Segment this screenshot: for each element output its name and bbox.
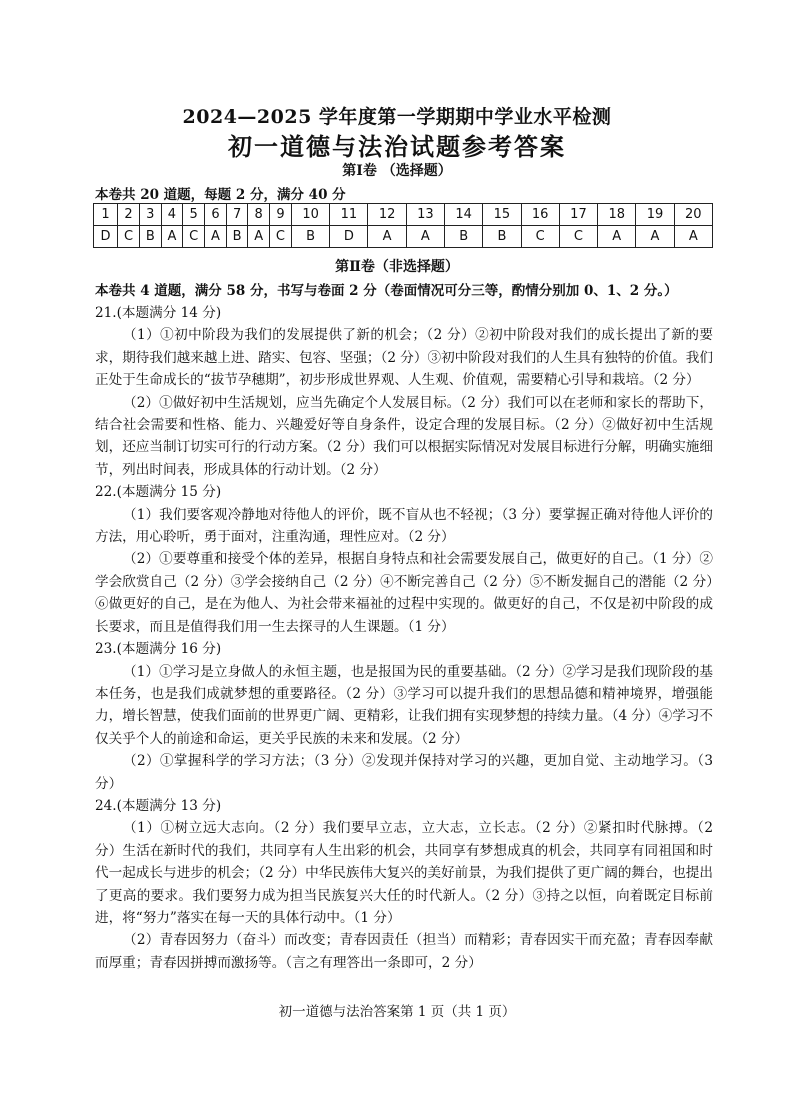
question-21-part1: （1）①初中阶段为我们的发展提供了新的机会；（2 分）②初中阶段对我们的成长提出了新的要求，期待我们越来越上进、踏实、包容、坚强；（2 分）③初中阶段对我们的人生具有独特的价值。我们正处于生命成长的“拔节孕穗期”，初步形成世界观、人生观、价值观，需要精心引导和栽培。（2 分） [95, 327, 713, 389]
exam-title: 2024—2025 学年度第一学期期中学业水平检测 [182, 106, 612, 128]
answer-cell: A [598, 226, 636, 248]
question-number-cell: 8 [248, 204, 270, 226]
question-number-cell: 11 [330, 204, 368, 226]
question-number-cell: 3 [139, 204, 161, 226]
answer-cell: A [368, 226, 406, 248]
answer-cell: A [674, 226, 712, 248]
question-22-part2: （2）①要尊重和接受个体的差异，根据自身特点和社会需要发展自己，做更好的自己。（1 分）②学会欣赏自己（2 分）③学会接纳自己（2 分）④不断完善自己（2 分）⑤不断发掘自己的潜能（2 分）⑥做更好的自己，是在为他人、为社会带来福祉的过程中实现的。做更好的自己，不仅是初中阶段的成长要求，而且是值得我们用一生去探寻的人生课题。（1 分） [95, 551, 713, 635]
answer-row [94, 226, 713, 248]
question-24-header: 24.(本题满分 13 分) [95, 797, 222, 814]
question-number-cell: 19 [636, 204, 674, 226]
question-number-row [94, 204, 713, 226]
question-number-cell: 14 [445, 204, 483, 226]
answer-content [95, 302, 713, 974]
question-number-cell: 4 [161, 204, 183, 226]
part1-heading: 第Ⅰ卷 （选择题） [342, 163, 452, 179]
question-21-header: 21.(本题满分 14 分) [95, 305, 222, 321]
page-footer: 初一道德与法治答案第 1 页（共 1 页） [278, 1004, 516, 1020]
answer-cell: C [559, 226, 597, 248]
answer-cell: A [161, 226, 183, 248]
exam-subtitle: 初一道德与法治试题参考答案 [228, 132, 566, 161]
part2-heading: 第Ⅱ卷（非选择题） [335, 259, 459, 275]
answer-cell: C [521, 226, 559, 248]
question-number-cell: 17 [559, 204, 597, 226]
question-number-cell: 9 [269, 204, 291, 226]
answer-cell: B [445, 226, 483, 248]
answer-cell: B [226, 226, 248, 248]
question-23-header: 23.(本题满分 16 分) [95, 641, 222, 658]
question-number-cell: 12 [368, 204, 406, 226]
question-number-cell: 1 [94, 204, 118, 226]
question-22-part1: （1）我们要客观冷静地对待他人的评价，既不盲从也不轻视；（3 分）要掌握正确对待他人评价的方法，用心聆听，勇于面对，注重沟通，理性应对。（2 分） [95, 506, 713, 546]
question-number-cell: 6 [205, 204, 227, 226]
answer-cell: D [330, 226, 368, 248]
answer-cell: A [248, 226, 270, 248]
question-22-header: 22.(本题满分 15 分) [95, 484, 222, 501]
answer-cell: D [94, 226, 118, 248]
part1-info: 本卷共 20 道题，每题 2 分，满分 40 分 [95, 187, 346, 203]
answer-cell: C [183, 226, 205, 248]
answer-cell: A [636, 226, 674, 248]
question-21-part2: （2）①做好初中生活规划，应当先确定个人发展目标。（2 分）我们可以在老师和家长的帮助下，结合社会需要和性格、能力、兴趣爱好等自身条件，设定合理的发展目标。（2 分）②做好初中生活规划，还应当制订切实可行的行动方案。（2 分）我们可以根据实际情况对发展目标进行分解，明确实施细节，列出时间表，形成具体的行动计划。（2 分） [95, 394, 713, 478]
question-number-cell: 20 [674, 204, 712, 226]
question-number-cell: 15 [483, 204, 521, 226]
question-number-cell: 13 [406, 204, 444, 226]
question-24-part2: （2）青春因努力（奋斗）而改变；青春因责任（担当）而精彩；青春因实干而充盈；青春因奉献而厚重；青春因拼搏而激扬等。（言之有理答出一条即可，2 分） [95, 932, 713, 971]
answer-cell: A [205, 226, 227, 248]
answer-cell: B [483, 226, 521, 248]
question-number-cell: 18 [598, 204, 636, 226]
answer-cell: C [118, 226, 140, 248]
question-number-cell: 2 [118, 204, 140, 226]
question-23-part2: （2）①掌握科学的学习方法；（3 分）②发现并保持对学习的兴趣，更加自觉、主动地学习。（3 分） [95, 753, 713, 792]
answer-table [93, 203, 713, 248]
answer-cell: A [406, 226, 444, 248]
answer-cell: B [291, 226, 329, 248]
answer-cell: C [269, 226, 291, 248]
part2-info: 本卷共 4 道题，满分 58 分，书写与卷面 2 分（卷面情况可分三等，酌情分别加 0、1、2 分。） [95, 283, 678, 299]
question-23-part1: （1）①学习是立身做人的永恒主题，也是报国为民的重要基础。（2 分）②学习是我们现阶段的基本任务，也是我们成就梦想的重要路径。（2 分）③学习可以提升我们的思想品德和精神境界，增强能力，增长智慧，使我们面前的世界更广阔、更精彩，让我们拥有实现梦想的持续力量。（4 分）④学习不仅关乎个人的前途和命运，更关乎民族的未来和发展。（2 分） [95, 663, 713, 747]
question-number-cell: 16 [521, 204, 559, 226]
question-24-part1: （1）①树立远大志向。（2 分）我们要早立志，立大志，立长志。（2 分）②紧扣时代脉搏。（2 分）生活在新时代的我们，共同享有人生出彩的机会，共同享有梦想成真的机会，共同享有同祖国和时代一起成长与进步的机会；（2 分）中华民族伟大复兴的美好前景，为我们提供了更广阔的舞台，也提出了更高的要求。我们要努力成为担当民族复兴大任的时代新人。（2 分）③持之以恒，向着既定目标前进，将“努力”落实在每一天的具体行动中。（1 分） [95, 820, 713, 926]
question-number-cell: 7 [226, 204, 248, 226]
answer-cell: B [139, 226, 161, 248]
question-number-cell: 10 [291, 204, 329, 226]
question-number-cell: 5 [183, 204, 205, 226]
